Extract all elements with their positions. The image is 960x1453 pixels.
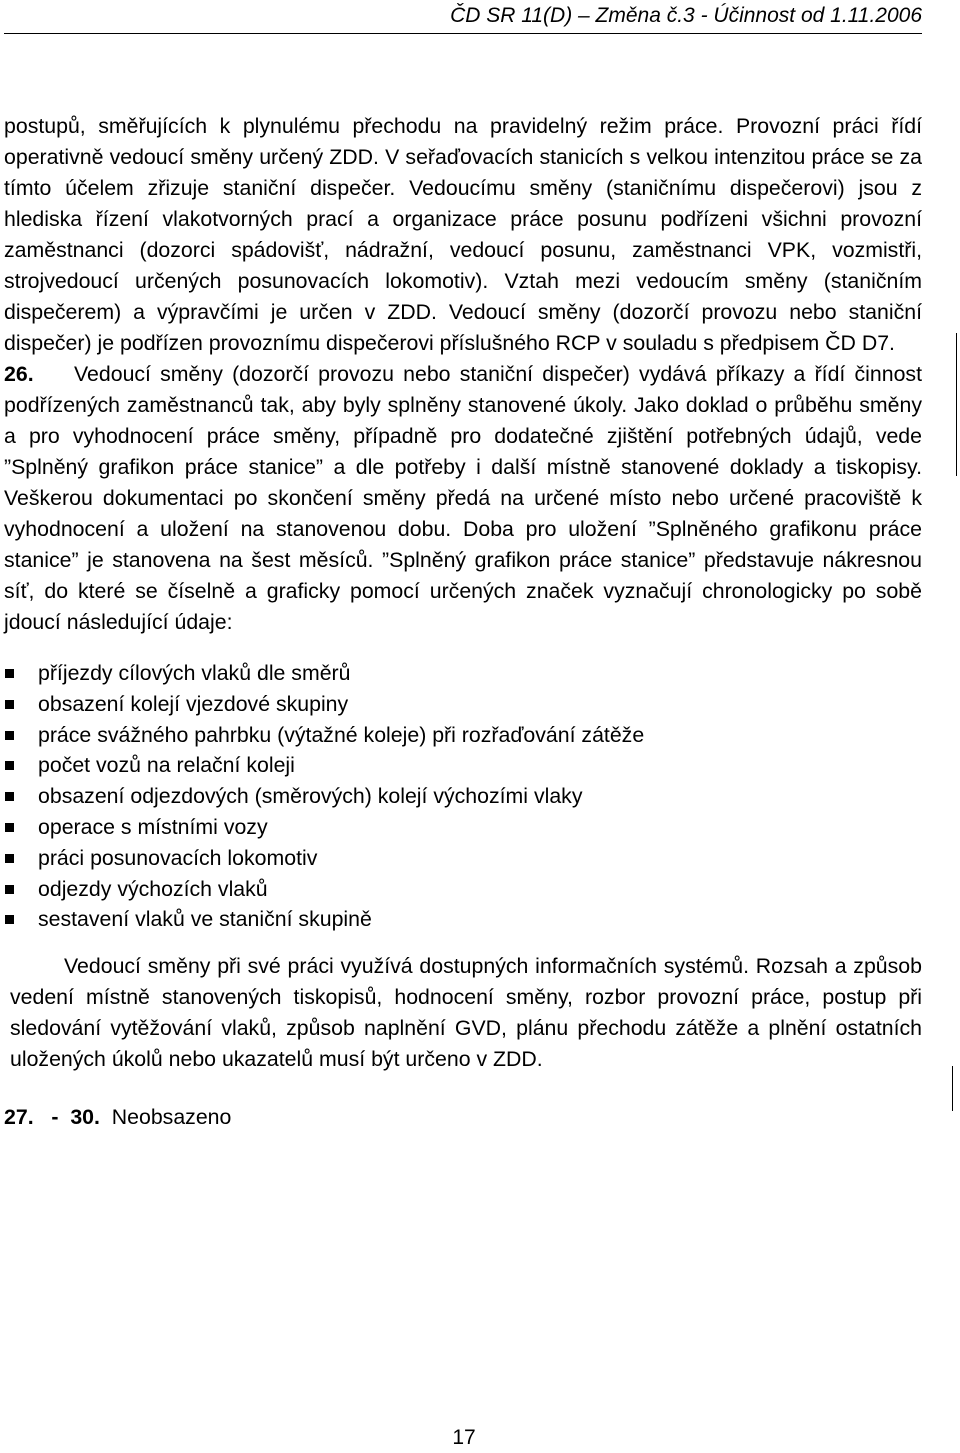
list-item-text: práce svážného pahrbku (výtažné koleje) při rozřaďování zátěže (38, 722, 645, 747)
square-bullet-icon (5, 854, 14, 863)
list-item (4, 658, 922, 689)
revision-bar (952, 1066, 953, 1111)
list-item (4, 843, 922, 874)
list-item-text: odjezdy výchozích vlaků (38, 876, 268, 901)
sections-27-30-line (4, 1102, 922, 1133)
list-item (4, 781, 922, 812)
section-26-number: 26. (4, 362, 34, 386)
page-number: 17 (452, 1426, 476, 1449)
square-bullet-icon (5, 823, 14, 832)
note-block (4, 951, 922, 1075)
header-divider (4, 33, 922, 34)
note-paragraph: Vedoucí směny při své práci využívá dostupných informačních systémů. Rozsah a způsob vedení místně stanovených tiskopisů, hodnocení směny, rozbor provozní práce, postup při sledování vytěžování vlaků, způsob naplnění GVD, plánu přechodu zátěže a plnění ostatních uložených úkolů nebo ukazatelů musí být určeno v ZDD. (10, 954, 922, 1072)
unused-label: Neobsazeno (111, 1105, 232, 1130)
revision-bar (956, 333, 957, 476)
list-item (4, 720, 922, 751)
section-26-paragraph (4, 359, 922, 638)
list-item-text: práci posunovacích lokomotiv (38, 845, 318, 870)
square-bullet-icon (5, 669, 14, 678)
list-item (4, 904, 922, 935)
list-item-text: obsazení odjezdových (směrových) kolejí výchozími vlaky (38, 784, 583, 809)
list-item-text: obsazení kolejí vjezdové skupiny (38, 691, 349, 716)
list-item-text: počet vozů na relační koleji (38, 753, 295, 778)
document-body (4, 111, 922, 1133)
square-bullet-icon (5, 792, 14, 801)
range-start-number: 27. (4, 1105, 34, 1130)
range-separator: - (51, 1105, 59, 1130)
list-item (4, 689, 922, 720)
square-bullet-icon (5, 731, 14, 740)
list-item (4, 750, 922, 781)
square-bullet-icon (5, 700, 14, 709)
section-26-text: Vedoucí směny (dozorčí provozu nebo staniční dispečer) vydává příkazy a řídí činnost podřízených zaměstnanců tak, aby byly splněny stanovené úkoly. Jako doklad o průběhu směny a pro vyhodnocení práce směny, případně pro dodatečné zjištění potřebných údajů, vede ”Splněný grafikon práce stanice” a dle potřeby i další místně stanovené doklady a tiskopisy. Veškerou dokumentaci po skončení směny předá na určené místo nebo určené pracoviště k vyhodnocení a uložení na stanovenou dobu. Doba pro uložení ”Splněného grafikonu práce stanice” je stanovena na šest měsíců. ”Splněný grafikon práce stanice” představuje nákresnou síť, do které se číselně a graficky pomocí určených značek vyznačují chronologicky po sobě jdoucí následující údaje: (4, 362, 922, 634)
list-item-text: operace s místními vozy (38, 814, 268, 839)
document-header: ČD SR 11(D) – Změna č.3 - Účinnost od 1.11.2006 (450, 4, 922, 27)
intro-paragraph: postupů, směřujících k plynulému přechodu na pravidelný režim práce. Provozní práci řídí operativně vedoucí směny určený ZDD. V seřaďovacích stanicích s velkou intenzitou práce se za tímto účelem zřizuje staniční dispečer. Vedoucímu směny (staničnímu dispečerovi) jsou z hlediska řízení vlakotvorných prací a organizace práce posunu podřízeni všichni provozní zaměstnanci (dozorci spádovišť, nádražní, vedoucí posunu, zaměstnanci VPK, vozmistři, strojvedoucí určených posunovacích lokomotiv). Vztah mezi vedoucím směny (staničním dispečerem) a výpravčími je určen v ZDD. Vedoucí směny (dozorčí provozu nebo staniční dispečer) je podřízen provoznímu dispečerovi příslušného RCP v souladu s předpisem ČD D7. (4, 114, 922, 355)
list-item (4, 812, 922, 843)
list-item-text: sestavení vlaků ve staniční skupině (38, 907, 372, 932)
bullet-list (4, 658, 922, 935)
list-item-text: příjezdy cílových vlaků dle směrů (38, 661, 351, 685)
square-bullet-icon (5, 885, 14, 894)
range-end-number: 30. (70, 1105, 100, 1130)
square-bullet-icon (5, 761, 14, 770)
list-item (4, 874, 922, 905)
square-bullet-icon (5, 915, 14, 924)
